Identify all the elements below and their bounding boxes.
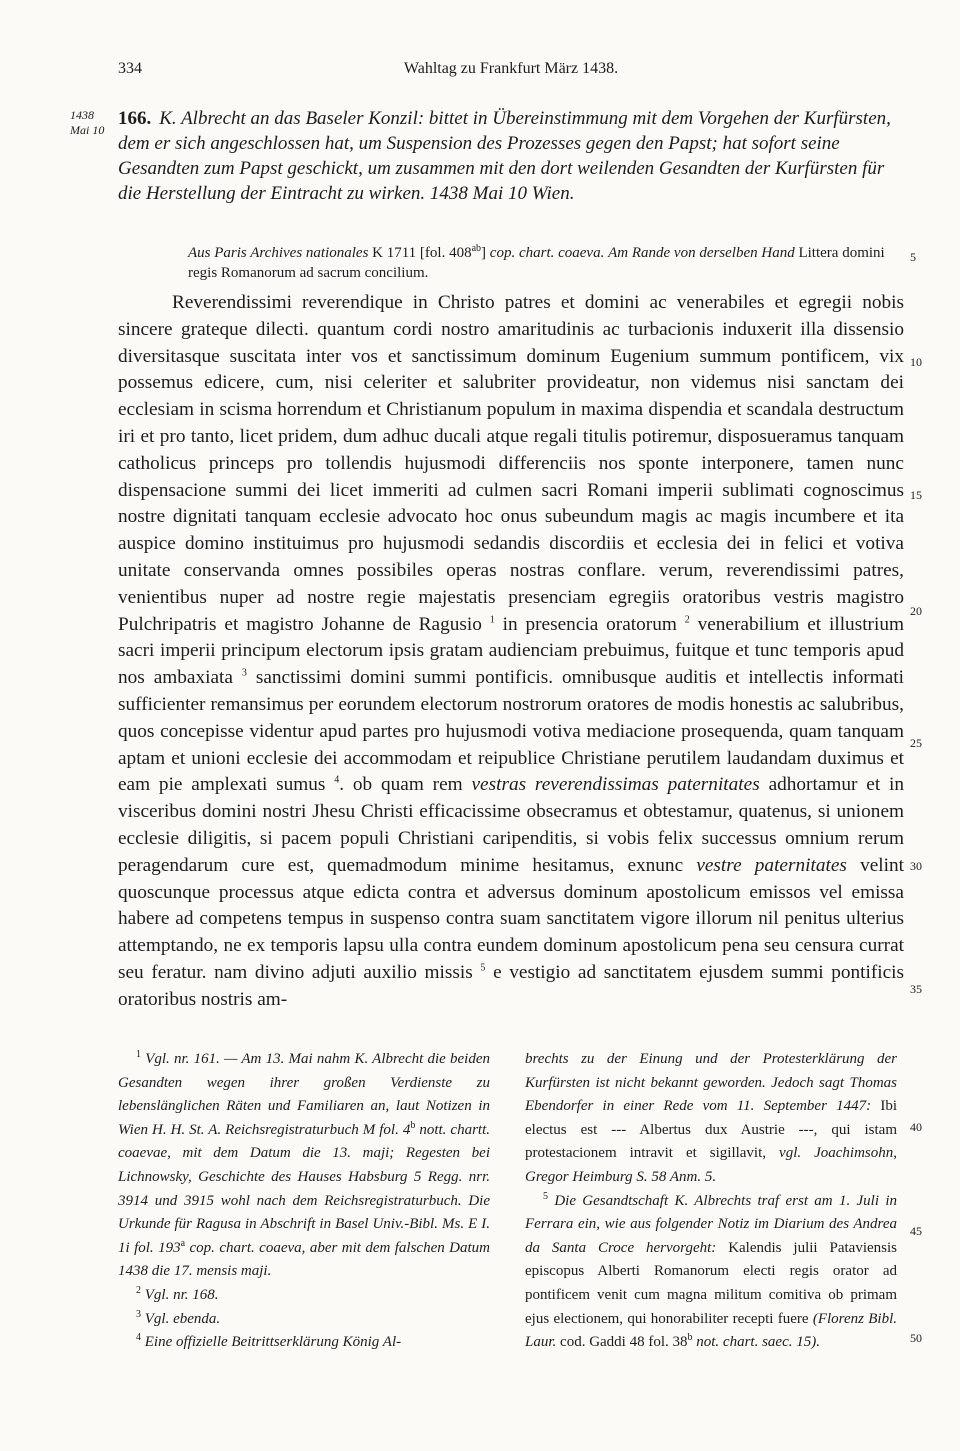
footnote-number: 5 (543, 1190, 548, 1202)
source-folio-close: ] (481, 245, 487, 261)
footnote-sup: b (687, 1332, 693, 1344)
footnote-ref: 2 (684, 614, 690, 626)
text-segment-italic: vestras reverendissimas paternitates (471, 774, 760, 796)
footnote-text: (Florenz Bibl. Laur. (525, 1310, 898, 1351)
line-number: 15 (910, 488, 922, 502)
footnote-ref: 3 (241, 667, 247, 679)
footnote-number: 2 (136, 1284, 141, 1296)
page-header (118, 60, 904, 86)
footnote-4 (118, 1331, 490, 1355)
line-number: 50 (910, 1331, 922, 1345)
text-segment: venerabilium et illustrium sacri imperii principum electorum ipsis gratam audienciam prebuimus, fuitque et tunc temporis apud nos ambaxiata (118, 613, 904, 689)
footnote-text: Vgl. nr. 161. — Am 13. Mai nahm K. Albrecht die beiden Gesandten wegen ihrer großen Verdienste zu lebenslänglichen Räten und Familiaren an, laut Notizen in Wien H. H. St. A. Reichsregistraturbuch M fol. 4 (118, 1051, 491, 1138)
footnote-ref: 1 (489, 614, 495, 626)
text-segment: . ob quam rem (339, 774, 463, 796)
text-segment: e vestigio ad sanctitatem ejusdem summi pontificis oratoribus nostris am- (118, 961, 905, 1010)
line-number: 40 (910, 1120, 922, 1134)
footnotes-left-column (118, 1048, 490, 1355)
footnote-text: vgl. Joachimsohn, Gregor Heimburg S. 58 Anm. 5. (525, 1145, 898, 1185)
footnote-text: brechts zu der Einung und der Protesterklärung der Kurfürsten ist nicht bekannt geworden. Jedoch sagt Thomas Ebendorfer in einer Rede vom 11. September 1447: (525, 1051, 897, 1115)
letter-text (118, 290, 904, 1014)
footnote-number: 1 (136, 1049, 141, 1060)
footnote-latin: Ibi electus est --- Albertus dux Austrie ---, qui istam protestacionem intravit et sigillavit, (525, 1098, 898, 1162)
source-signature: K 1711 [fol. 408 (372, 245, 472, 261)
footnote-ref: 5 (480, 962, 486, 974)
line-number: 30 (910, 859, 922, 873)
footnote-text: cop. chart. coaeva, aber mit dem falschen Datum 1438 die 17. mensis maji. (118, 1239, 490, 1280)
text-segment: sanctissimi domini summi pontificis. (255, 667, 554, 689)
footnote-5 (525, 1190, 897, 1355)
text-segment: velint quoscunque processus atque edicta contra et adversus dominum apostolicum emissos vel emissa habere ad competens tempus in suspenso contra suam sanctitatem vigore illorum nil penitus ulterius attemptando, ne ex temporis lapsu ulla contra eundem dominum apostolicum pena seu censura currat seu feratur. (118, 854, 905, 983)
source-copy-note: cop. chart. coaeva. (489, 245, 605, 261)
text-segment: quantum cordi nostro amaritudinis ac turbacionis induxerit illa dissensio diversitasque suscitata inter vos et sanctissimum dominum Eugenium summum pontificem, vix possemus edicere, cum, nisi celeriter et salubriter provideatur, non videmus nisi sanctam dei ecclesiam in scisma horrendum et Christianum populum in maxima dispendia et scandala destructum iri et pro tanto, licet pridem, dum adhuc ducali atque regali titulis potiremur, disposueramus tanquam catholicus princeps pro tollendis hujusmodi differenciis nos sponte interponere, tamen nunc dispensacione summi dei licet immeriti ad culmen sacri Romani imperii sublimati cognoscimus nostre dignitati tanquam ecclesie advocato hoc onus subeundum magis ac magis incumbere et ita auspice domino instituimus pro hujusmodi sedandis discordiis et ecclesia dei in felici et votiva unitate conservanda omnes possibiles operas nostras conflare. (118, 318, 904, 581)
page-number: 334 (118, 60, 142, 77)
entry-regest: K. Albrecht an das Baseler Konzil: bittet in Übereinstimmung mit dem Vorgehen der Kurfürsten, dem er sich angeschlossen hat, um Suspension des Prozesses gegen den Papst; hat sofort seine Gesandten zum Papst geschickt, um zusammen mit den dort weilenden Gesandten der Kurfürsten für die Herstellung der Eintracht zu wirken. (118, 108, 891, 204)
line-number: 10 (910, 355, 922, 369)
text-segment: nam divino adjuti auxilio missis (214, 961, 473, 983)
footnote-text: nott. chartt. coaevae, mit dem Datum die 13. maji; Regesten bei Lichnowsky, Geschichte des Hauses Habsburg 5 Regg. nrr. 3914 und 3915 wohl nach dem Reichsregistraturbuch. Die Urkunde für Ragusa in Abschrift in Basel Univ.-Bibl. Ms. E I. 1i fol. 193 (118, 1121, 491, 1256)
text-segment: in presencia oratorum (502, 613, 677, 635)
margin-date-year: 1438 (70, 108, 94, 122)
margin-date-day: Mai 10 (70, 123, 105, 137)
text-segment-italic: vestre paternitates (696, 854, 847, 876)
source-folio-sup: ab (471, 243, 482, 254)
entry-heading (118, 106, 904, 206)
footnote-number: 3 (136, 1308, 141, 1320)
footnote-1 (118, 1048, 490, 1284)
footnotes-right-column (525, 1048, 897, 1355)
source-note (188, 243, 904, 283)
entry-dating: 1438 Mai 10 Wien. (429, 183, 575, 204)
letter-paragraph (118, 290, 904, 1014)
footnote-4-continued (525, 1048, 897, 1190)
footnote-text: Eine offizielle Beitrittserklärung König Al- (144, 1334, 402, 1351)
text-segment: verum, reverendissimi patres, venientibus nuper ad nostre regie majestatis presenciam egregiis oratoribus vestris magistro Pulchripatris et magistro Johanne de Ragusio (118, 559, 904, 635)
line-number: 5 (910, 250, 916, 264)
line-number: 25 (910, 736, 922, 750)
entry-number: 166. (118, 108, 152, 129)
line-number: 45 (910, 1224, 922, 1238)
salutation: Reverendissimi reverendique in Christo patres et domini ac venerabiles et egregii nobis sincere grateque dilecti. (118, 292, 904, 340)
footnote-text: not. chart. saec. 15). (696, 1334, 820, 1351)
footnote-text: Die Gesandtschaft K. Albrechts traf erst am 1. Juli in Ferrara ein, wie aus folgender Notiz im Diarium des Andrea da Santa Croce hervorgeht: (525, 1192, 897, 1256)
margin-date (70, 108, 104, 138)
text-segment: omnibusque auditis et intellectis informati sufficienter remansimus per eorundem electorum nostrorum oratores de modis honestis ac salubribus, quos concepisse videntur apud partes pro hujusmodi votiva mediacione prosequenda, quam tanquam aptam et unioni ecclesie dei accommodam et reipublice Christiane perutilem laudandam duximus et eam pie amplexati sumus (118, 667, 904, 796)
line-number: 35 (910, 982, 922, 996)
source-margin-intro: Am Rande von derselben Hand (608, 245, 795, 261)
footnote-text: Vgl. nr. 168. (144, 1286, 219, 1303)
footnote-number: 4 (136, 1332, 141, 1344)
footnote-text: cod. Gaddi 48 fol. 38 (560, 1334, 688, 1351)
footnote-sup: b (410, 1119, 416, 1131)
footnote-2 (118, 1284, 490, 1308)
footnote-ref: 4 (334, 774, 340, 786)
footnote-3 (118, 1308, 490, 1332)
source-margin-text: Littera domini regis Romanorum ad sacrum concilium. (188, 245, 885, 281)
source-archive: Aus Paris Archives nationales (188, 245, 369, 261)
footnote-latin: Kalendis julii Pataviensis episcopus Alberti Romanorum electi regis orator ad pontificem venit cum magna militum comitiva ob primam ejus electionem, qui honorabiliter recepti fuere (525, 1239, 897, 1327)
footnote-sup: a (180, 1237, 186, 1249)
footnote-text: Vgl. ebenda. (144, 1310, 221, 1327)
line-number: 20 (910, 604, 922, 618)
running-title: Wahltag zu Frankfurt März 1438. (403, 60, 619, 77)
text-segment: adhortamur et in visceribus domini nostri Jhesu Christi efficacissime obsecramus et obtestamur, quatenus, si unionem ecclesie diligitis, si pacem populi Christiani caripenditis, si vobis felix successus omnium rerum peragendarum cure est, quemadmodum minime hesitamus, exnunc (118, 774, 904, 876)
